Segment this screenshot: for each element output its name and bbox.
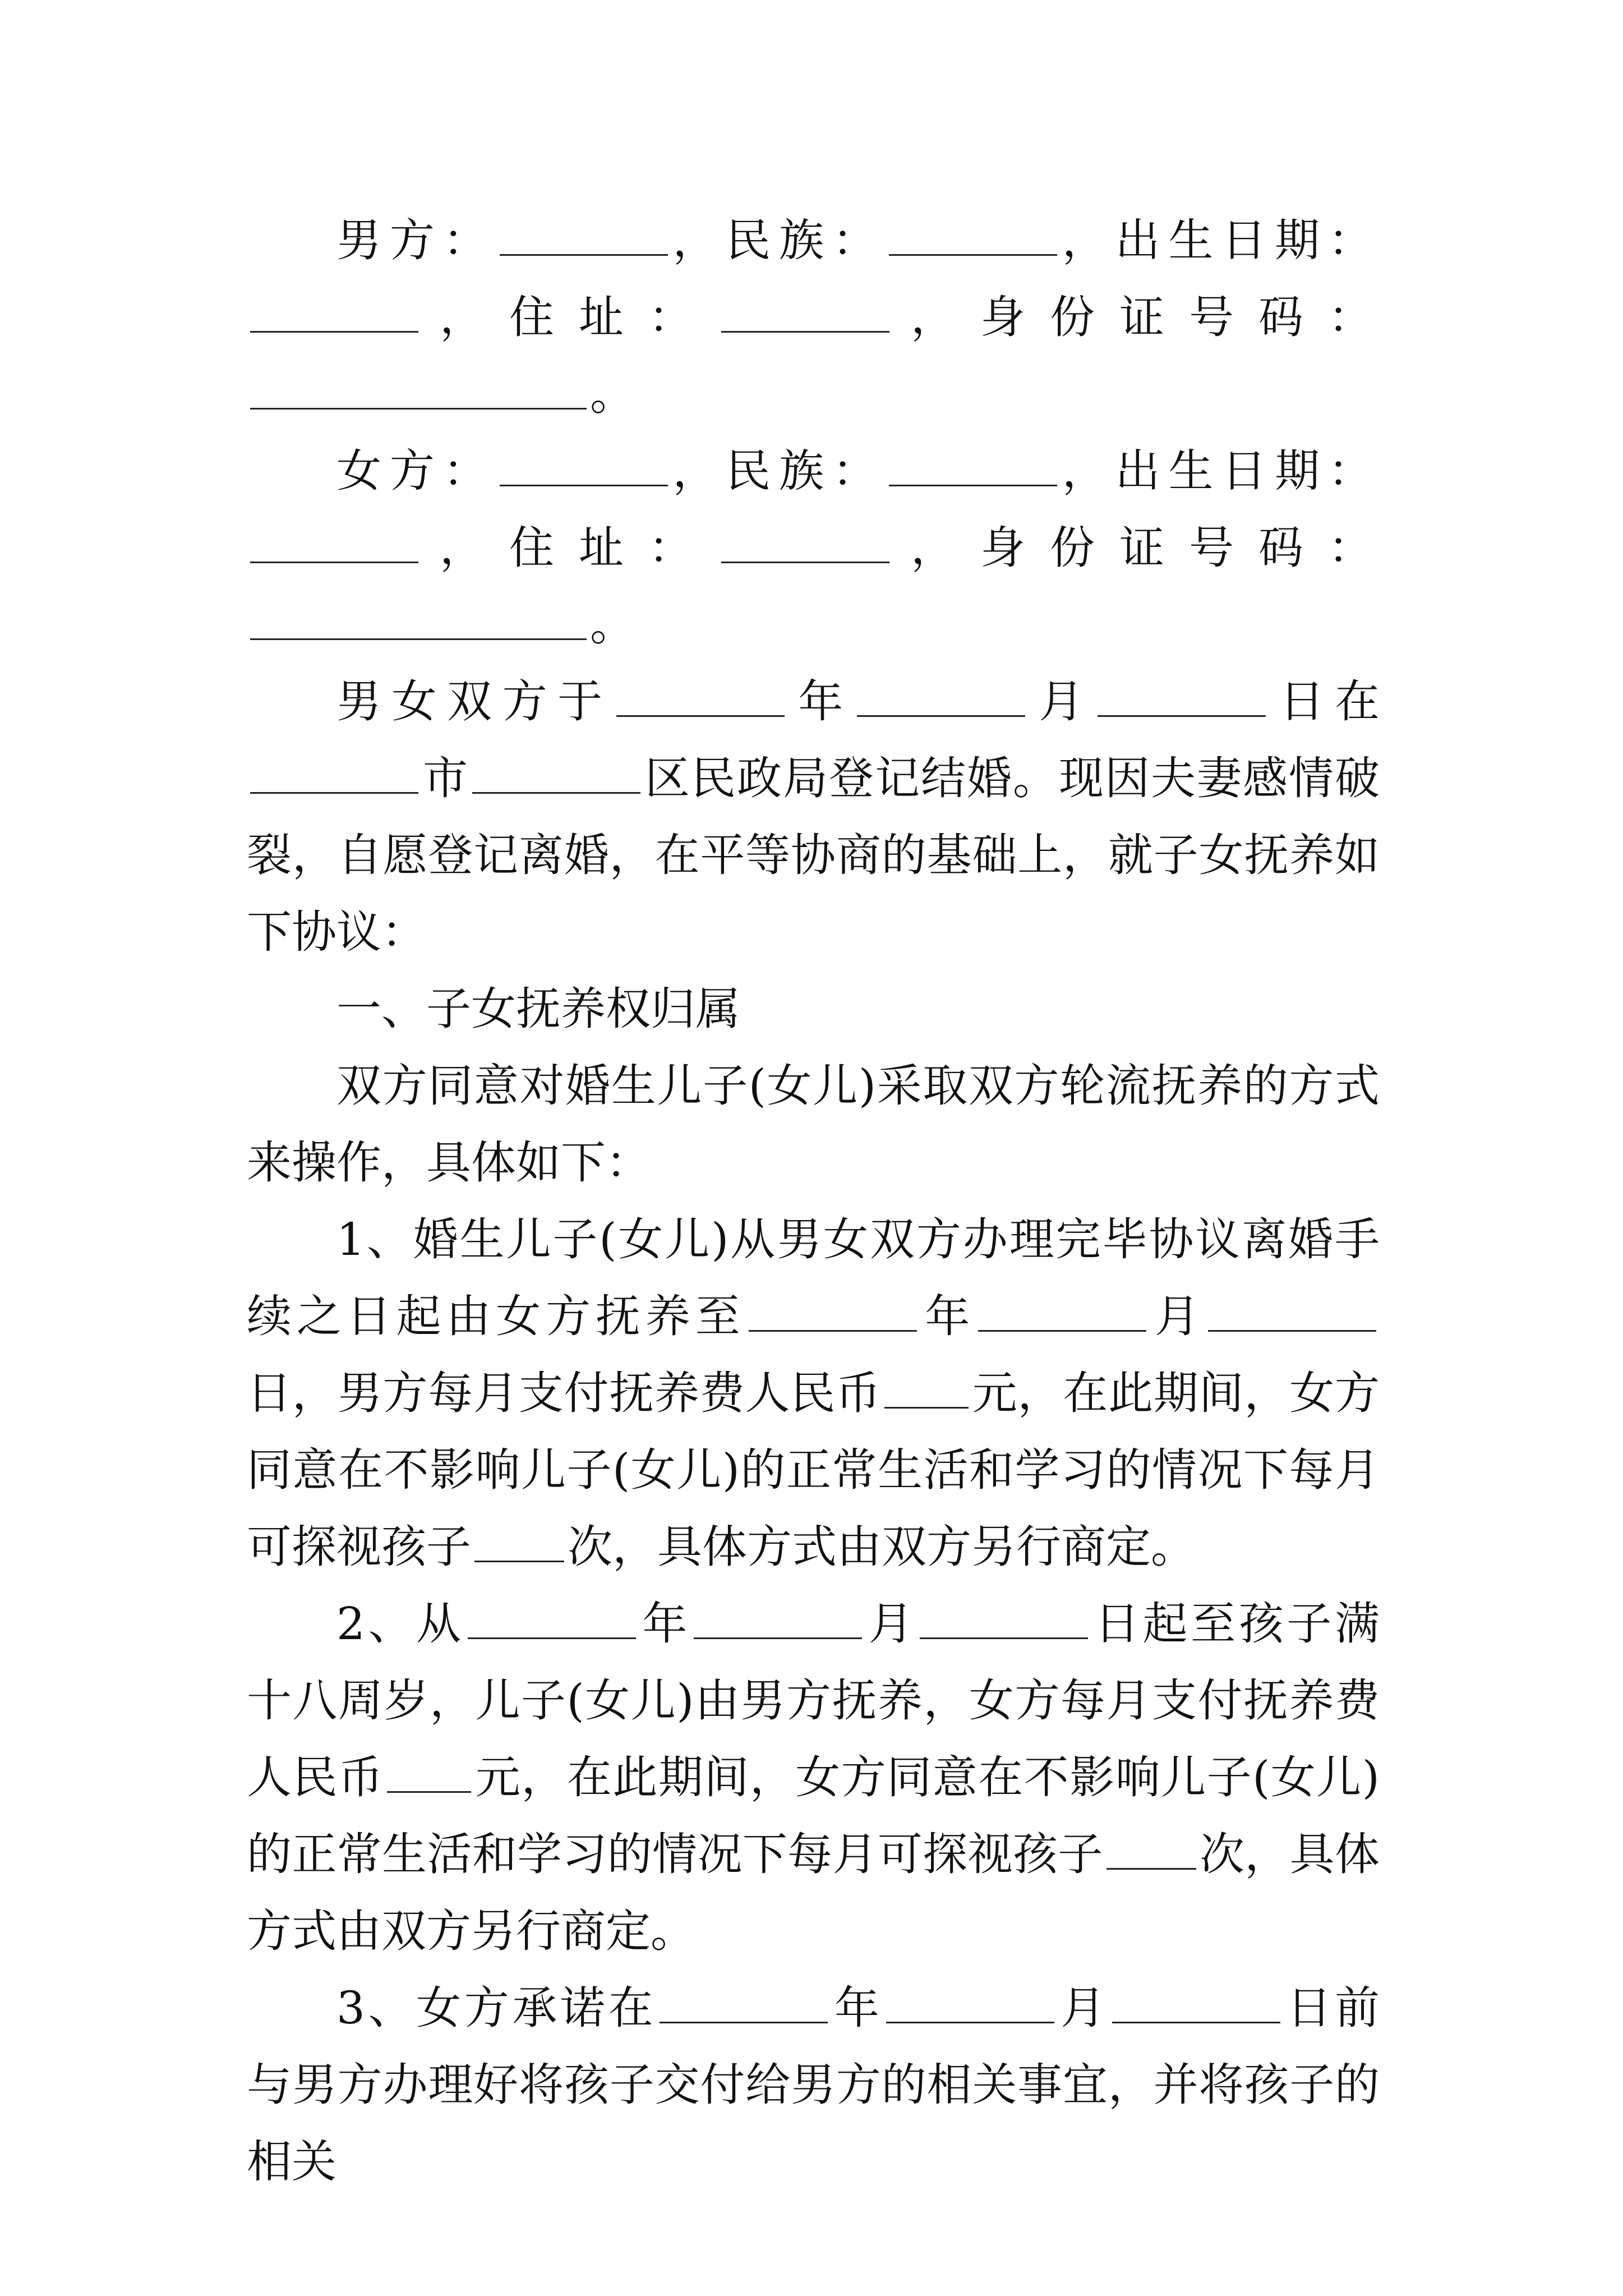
clause-2-amount-blank	[387, 1751, 471, 1793]
clause-2-year-label: 年	[639, 1598, 691, 1650]
clause-3-month-label: 月	[1057, 1982, 1109, 2034]
female-birth-blank	[250, 521, 418, 563]
marriage-city-blank	[250, 752, 418, 794]
clause-1-text-b: 日，男方每月支付抚养费人民币	[247, 1367, 881, 1419]
clause-1-text-a: 1、婚生儿子(女儿)从男女双方办理完毕协议离婚手续之日起由女方抚养至	[247, 1213, 1380, 1342]
male-ethnicity-label: ，民族：	[671, 214, 886, 266]
clause-1-month-label: 月	[1150, 1290, 1205, 1342]
female-label: 女方：	[336, 445, 496, 497]
section-title-custody: 一、子女抚养权归属	[336, 983, 740, 1035]
female-ethnicity-blank	[889, 444, 1057, 486]
clause-2-text-a: 2、从	[336, 1598, 464, 1650]
clause-2-year-blank	[468, 1597, 636, 1639]
clause-3-year-blank	[660, 1981, 828, 2023]
clause-1-year-label: 年	[920, 1290, 975, 1342]
clause-1-month-blank	[978, 1290, 1146, 1332]
female-id-label: ，身份证号码：	[893, 522, 1380, 574]
female-address-blank	[721, 521, 889, 563]
clause-1	[247, 1201, 1380, 1585]
marriage-paragraph	[247, 663, 1380, 970]
clause-2-text-d: 次，具体方式由双方另行商定。	[247, 1828, 1380, 1957]
marriage-month-blank	[857, 675, 1025, 717]
clause-3-text-a: 3、女方承诺在	[336, 1982, 657, 2034]
clause-2-visits-blank	[1106, 1828, 1196, 1870]
document-body	[247, 202, 1380, 2200]
male-id-blank	[250, 367, 587, 409]
marriage-text: 区民政局登记结婚。现因夫妻感情破裂，自愿登记离婚，在平等协商的基础上，就子女抚养如下协议：	[247, 752, 1380, 958]
male-label: 男方：	[336, 214, 496, 266]
marriage-intro: 男女双方于	[336, 675, 613, 728]
female-address-label: ，住址：	[422, 522, 718, 574]
marriage-city-label: 市	[422, 752, 469, 804]
female-end: 。	[590, 599, 642, 651]
male-birth-label: ，出生日期：	[1060, 214, 1380, 266]
male-address-label: ，住址：	[422, 291, 718, 343]
marriage-day-label: 日在	[1269, 675, 1380, 728]
female-party-info	[247, 432, 1380, 663]
clause-2	[247, 1585, 1380, 1970]
clause-3-month-blank	[886, 1981, 1054, 2023]
clause-3	[247, 1970, 1380, 2200]
clause-3-year-label: 年	[831, 1982, 883, 2034]
clause-1-amount-blank	[884, 1366, 969, 1409]
clause-1-day-blank	[1208, 1290, 1376, 1332]
male-party-info	[247, 202, 1380, 432]
clause-1-year-blank	[749, 1290, 917, 1332]
female-name-blank	[500, 444, 668, 486]
custody-intro: 双方同意对婚生儿子(女儿)采取双方轮流抚养的方式来操作，具体如下：	[247, 1060, 1380, 1189]
marriage-month-label: 月	[1028, 675, 1094, 728]
clause-3-text-b: 日前与男方办理好将孩子交付给男方的相关事宜，并将孩子的相关	[247, 1982, 1380, 2188]
clause-2-day-blank	[920, 1597, 1088, 1639]
clause-3-day-blank	[1112, 1981, 1280, 2023]
clause-2-month-blank	[694, 1597, 862, 1639]
marriage-year-blank	[616, 675, 785, 717]
clause-2-text-b: 日起至孩子满十八周岁，儿子(女儿)由男方抚养，女方每月支付抚养费人民币	[247, 1598, 1380, 1803]
male-end: 。	[590, 368, 642, 420]
marriage-day-blank	[1098, 675, 1266, 717]
female-ethnicity-label: ，民族：	[671, 445, 886, 497]
marriage-year-label: 年	[787, 675, 854, 728]
clause-1-visits-blank	[474, 1520, 564, 1562]
clause-1-text-d: 次，具体方式由双方另行商定。	[568, 1521, 1196, 1573]
male-id-label: ，身份证号码：	[893, 291, 1380, 343]
female-birth-label: ，出生日期：	[1060, 445, 1380, 497]
clause-2-month-label: 月	[865, 1598, 917, 1650]
male-ethnicity-blank	[889, 214, 1057, 256]
clause-1-text-c: 元，在此期间，女方同意在不影响儿子(女儿)的正常生活和学习的情况下每月可探视孩子	[247, 1367, 1380, 1573]
marriage-district-blank	[472, 752, 640, 794]
female-id-blank	[250, 598, 587, 640]
clause-2-text-c: 元，在此期间，女方同意在不影响儿子(女儿)的正常生活和学习的情况下每月可探视孩子	[247, 1751, 1380, 1880]
male-address-blank	[721, 291, 889, 333]
male-birth-blank	[250, 291, 418, 333]
male-name-blank	[500, 214, 668, 256]
